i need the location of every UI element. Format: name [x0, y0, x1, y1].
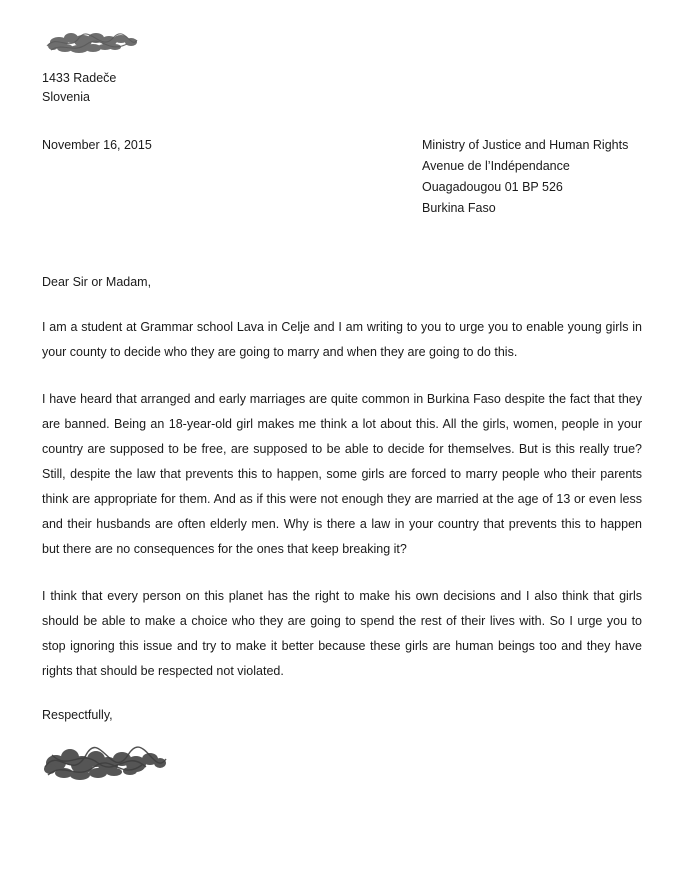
recipient-line-4: Burkina Faso: [422, 201, 496, 215]
recipient-line-1: Ministry of Justice and Human Rights: [422, 138, 629, 152]
sender-address-line-1: 1433 Radeče: [42, 71, 117, 85]
letter-date: November 16, 2015: [42, 138, 152, 152]
sender-address-line-2: Slovenia: [42, 90, 90, 104]
recipient-address: [422, 135, 644, 219]
date-recipient-row: [42, 135, 644, 219]
paragraph-2: I have heard that arranged and early marriages are quite common in Burkina Faso despite the fact that they are banned. Being an 18-year-old girl makes me think a lot about this. All the girls, women, people in your country are supposed to be free, are supposed to be able to decide for themselves. But is this really true? Still, despite the law that prevents this to happen, some girls are forced to marry people who their parents think are appropriate for them. And as if this were not enough they are married at the age of 13 or even less and their husbands are often elderly men. Why is there a law in your country that prevents this to happen but there are no consequences for the ones that keep breaking it?: [42, 392, 642, 556]
letter-body: [42, 28, 644, 794]
recipient-line-3: Ouagadougou 01 BP 526: [422, 180, 563, 194]
recipient-line-2: Avenue de l’Indépendance: [422, 159, 570, 173]
closing: Respectfully,: [42, 708, 113, 722]
handwritten-signature-scribble: [42, 737, 168, 789]
paragraph-1: I am a student at Grammar school Lava in Celje and I am writing to you to urge you to enable young girls in your county to decide who they are going to marry and when they are going to do this.: [42, 320, 642, 359]
salutation: Dear Sir or Madam,: [42, 275, 152, 289]
letter-paragraphs: [42, 315, 642, 684]
handwritten-name-scribble: [43, 28, 139, 62]
paragraph-3: I think that every person on this planet has the right to make his own decisions and I also think that girls should be able to make a choice who they are going to spend the rest of their lives with. So I urge you to stop ignoring this issue and try to make it better because these girls are human beings too and they have rights that should be respected not violated.: [42, 589, 642, 678]
